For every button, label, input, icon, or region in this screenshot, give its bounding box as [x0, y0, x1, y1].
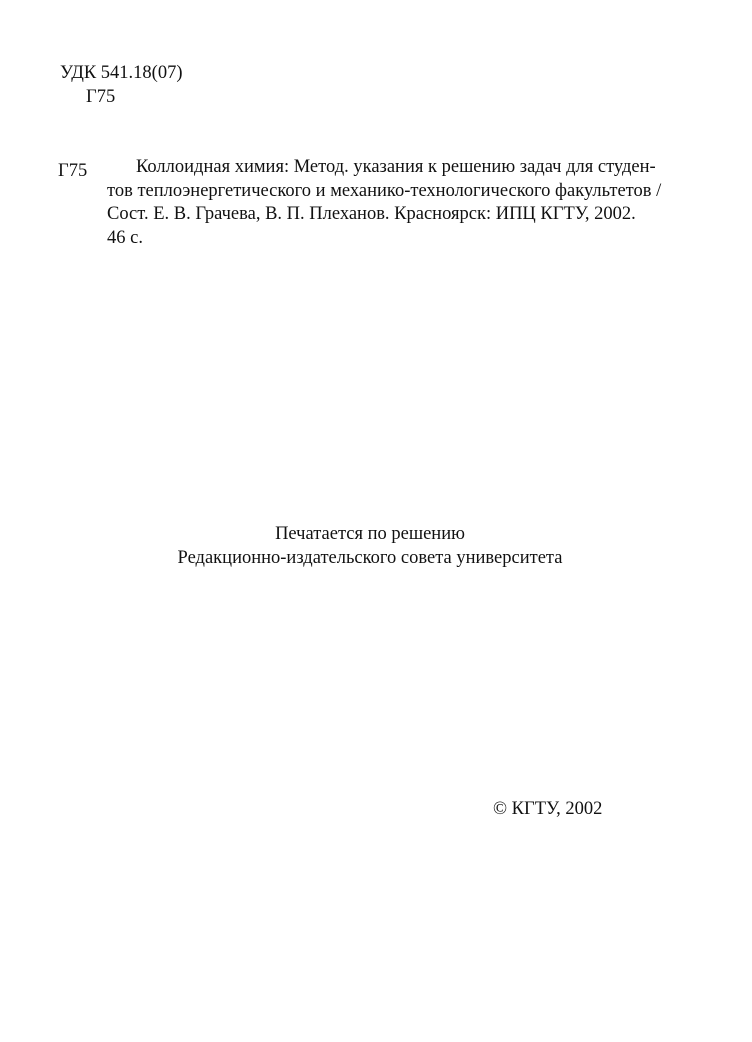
bibliography-line: тов теплоэнергетического и механико-технологического факультетов / [107, 181, 662, 201]
imprint-line-1: Печатается по решению [275, 524, 465, 544]
imprint-line-2: Редакционно-издательского совета университета [177, 548, 563, 568]
bibliography-code: Г75 [58, 161, 88, 181]
bibliography-line: Коллоидная химия: Метод. указания к решению задач для студен- [136, 157, 656, 177]
bibliography-line: 46 с. [107, 228, 143, 248]
library-code: Г75 [86, 87, 116, 107]
copyright-notice: © КГТУ, 2002 [493, 799, 603, 819]
udk-code: УДК 541.18(07) [60, 63, 183, 83]
bibliography-line: Сост. Е. В. Грачева, В. П. Плеханов. Красноярск: ИПЦ КГТУ, 2002. [107, 204, 636, 224]
